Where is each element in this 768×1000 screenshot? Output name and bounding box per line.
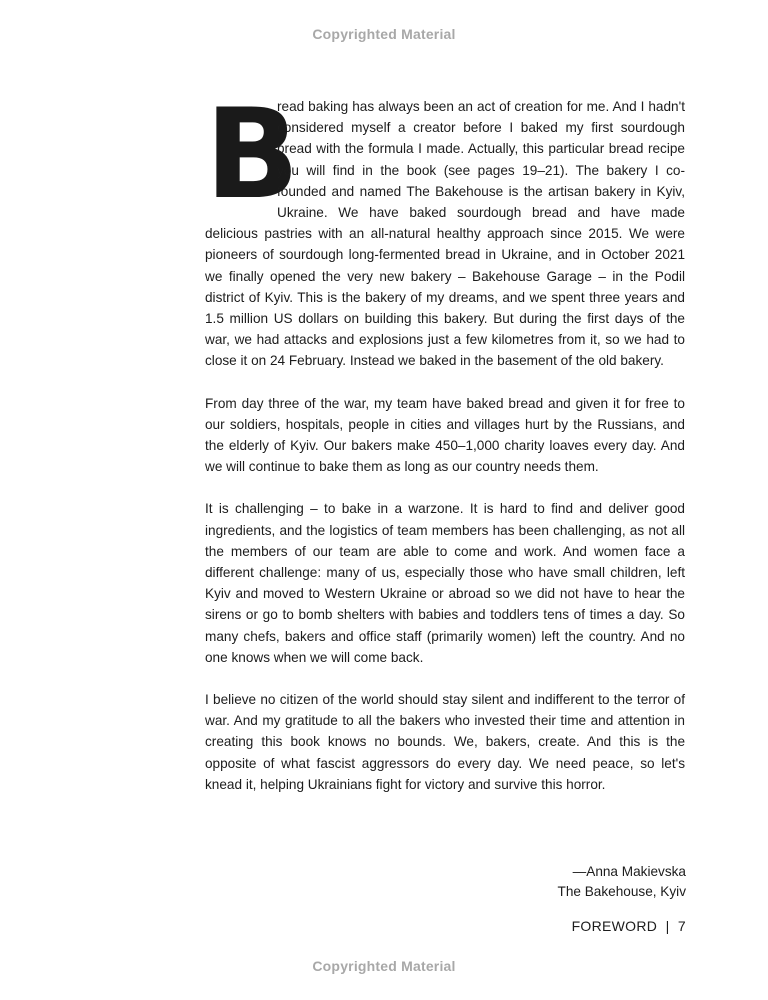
signature-affiliation: The Bakehouse, Kyiv <box>557 884 686 899</box>
footer-section-title: FOREWORD <box>571 918 658 934</box>
footer-separator: | <box>665 918 670 934</box>
paragraph-4: I believe no citizen of the world should stay silent and indifferent to the terror of war. And my gratitude to all the bakers who invested their time and attention in creating this book knows no bounds. We, bakers, create. And this is the opposite of what fascist aggressors do every day. We need peace, so let's knead it, helping Ukrainians fight for victory and survive this horror. <box>205 692 685 792</box>
paragraph-1 <box>205 83 685 372</box>
foreword-body <box>205 83 685 816</box>
copyright-watermark-bottom: Copyrighted Material <box>312 958 456 974</box>
signature-author: —Anna Makievska <box>572 864 686 879</box>
signature-block <box>558 862 686 902</box>
page-number: 7 <box>677 918 686 934</box>
drop-cap-letter: B <box>205 83 296 227</box>
paragraph-1-text: read baking has always been an act of creation for me. And I hadn't considered myself a creator before I baked my first sourdough bread with the formula I made. Actually, this particular bread recipe you will find in the book (see pages 19–21). The bakery I co-founded and named The Bakehouse is the artisan bakery in Kyiv, Ukraine. We have baked sourdough bread and have made delicious pastries with an all-natural healthy approach since 2015. We were pioneers of sourdough long-fermented bread in Ukraine, and in October 2021 we finally opened the very new bakery – Bakehouse Garage – in the Podil district of Kyiv. This is the bakery of my dreams, and we spent three years and 1.5 million US dollars on building this bakery. But during the first days of the war, we had attacks and explosions just a few kilometres from it, so we had to close it on 24 February. Instead we baked in the basement of the old bakery. <box>205 99 685 369</box>
page-footer <box>572 918 686 934</box>
paragraph-2: From day three of the war, my team have baked bread and given it for free to our soldiers, hospitals, people in cities and villages hurt by the Russians, and the elderly of Kyiv. Our bakers make 450–1,000 charity loaves every day. And we will continue to bake them as long as our country needs them. <box>205 395 685 475</box>
paragraph-3: It is challenging – to bake in a warzone. It is hard to find and deliver good ingredients, and the logistics of team members has been challenging, as not all the members of our team are able to come and work. And women face a different challenge: many of us, especially those who have small children, left Kyiv and moved to Western Ukraine or abroad so we did not have to hear the sirens or go to bomb shelters with babies and toddlers tens of times a day. So many chefs, bakers and office staff (primarily women) left the country. And no one knows when we will come back. <box>205 501 685 665</box>
copyright-watermark-top: Copyrighted Material <box>312 26 456 42</box>
